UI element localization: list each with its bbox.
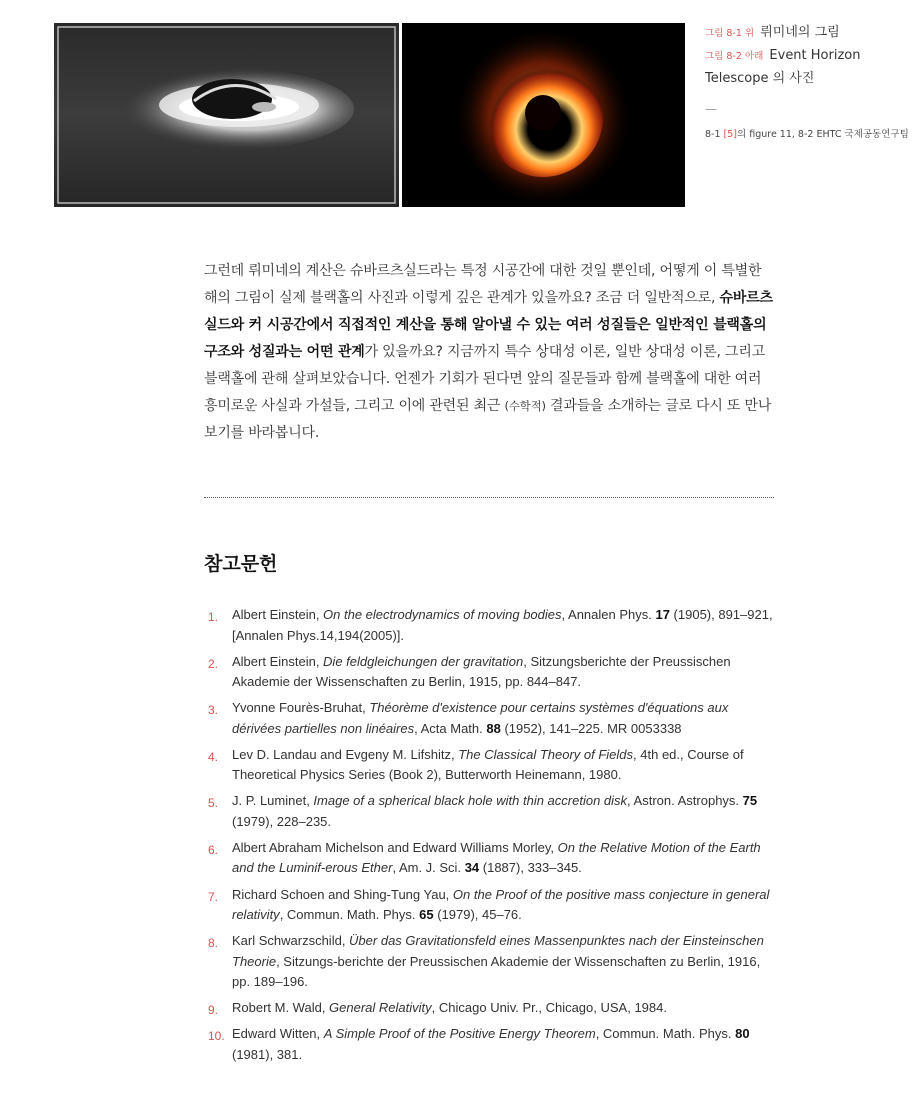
reference-number: 7. bbox=[208, 889, 219, 904]
reference-authors: Albert Abraham Michelson and Edward Williams Morley, bbox=[232, 839, 558, 855]
reference-authors: Richard Schoen and Shing-Tung Yau, bbox=[232, 886, 453, 902]
reference-item bbox=[204, 698, 776, 739]
reference-volume: 65 bbox=[419, 907, 434, 923]
reference-title: Die feldgleichungen der gravitation bbox=[323, 653, 524, 669]
reference-title: Théorème d'existence pour certains systèmes d'équations aux dérivées partielles non linéaires bbox=[232, 700, 729, 736]
reference-volume: 34 bbox=[464, 860, 480, 876]
reference-title: A Simple Proof of the Positive Energy Theorem bbox=[323, 1026, 596, 1042]
reference-volume: 17 bbox=[655, 607, 670, 622]
reference-source: , Commun. Math. Phys. bbox=[595, 1026, 736, 1042]
paragraph-small: (수학적) bbox=[504, 399, 546, 413]
reference-source: , Acta Math. bbox=[414, 720, 487, 736]
caption-tag-2: 그림 8-2 아래 bbox=[705, 51, 764, 62]
figure-caption bbox=[705, 22, 920, 144]
reference-title: The Classical Theory of Fields bbox=[458, 746, 634, 762]
reference-item bbox=[204, 838, 776, 879]
reference-details: (1887), 333–345. bbox=[479, 860, 582, 876]
reference-number: 1. bbox=[208, 610, 219, 624]
reference-authors: Yvonne Fourès-Bruhat, bbox=[232, 700, 370, 716]
reference-details: (1981), 381. bbox=[232, 1046, 303, 1062]
reference-number: 10. bbox=[208, 1029, 225, 1044]
paragraph-part-1: 그런데 뤼미네의 계산은 슈바르츠실드라는 특정 시공간에 대한 것일 뿐인데, 어떻게 이 특별한 해의 그림이 실제 블랙홀의 사진과 이렇게 깊은 관계가 있을까요? 조금 더 일반적으로, bbox=[204, 263, 762, 306]
reference-item bbox=[204, 998, 776, 1019]
reference-details: (1979), 228–235. bbox=[232, 813, 332, 829]
reference-item bbox=[204, 791, 776, 832]
reference-source: , Sitzungsberichte der Preussischen Akademie der Wissenschaften zu Berlin, 1915, pp. 844–847. bbox=[232, 653, 731, 690]
reference-item bbox=[204, 1024, 776, 1065]
caption-text-1: 뤼미네의 그림 bbox=[760, 25, 840, 40]
eht-black-hole-photo bbox=[402, 23, 685, 207]
caption-text-2: Event Horizon Telescope 의 사진 bbox=[705, 48, 861, 86]
reference-item bbox=[204, 652, 776, 693]
reference-authors: Albert Einstein, bbox=[232, 653, 324, 669]
reference-source: , Am. J. Sci. bbox=[392, 860, 465, 876]
reference-number: 8. bbox=[208, 936, 219, 951]
caption-credit bbox=[705, 126, 920, 144]
reference-authors: Lev D. Landau and Evgeny M. Lifshitz, bbox=[232, 746, 459, 762]
reference-volume: 75 bbox=[742, 793, 758, 809]
reference-details: (1952), 141–225. MR 0053338 bbox=[500, 720, 682, 736]
paragraph-bold: 슈바르츠실드와 커 시공간에서 직접적인 계산을 통해 알아낼 수 있는 여러 성질들은 일반적인 블랙홀의 구조와 성질과는 어떤 관계 bbox=[204, 290, 773, 360]
reference-title: On the Proof of the positive mass conjecture in general relativity bbox=[232, 886, 770, 923]
reference-details: (1905), 891–921, [Annalen Phys.14,194(2005)]. bbox=[232, 607, 773, 643]
reference-title: On the electrodynamics of moving bodies bbox=[323, 607, 562, 622]
reference-title: Image of a spherical black hole with thin accretion disk bbox=[313, 793, 628, 809]
reference-source: , Sitzungs-berichte der Preussischen Akademie der Wissenschaften zu Berlin, 1916, pp. 189–196. bbox=[232, 953, 761, 990]
caption-dash: — bbox=[705, 102, 717, 116]
paragraph-part-3: 결과들을 소개하는 글로 다시 또 만나보기를 바라봅니다. bbox=[204, 398, 772, 441]
reference-number: 4. bbox=[208, 749, 219, 764]
luminet-black-hole-image bbox=[54, 23, 399, 207]
reference-item bbox=[204, 885, 776, 926]
reference-number: 9. bbox=[208, 1003, 219, 1018]
reference-details: (1979), 45–76. bbox=[433, 907, 522, 923]
section-divider bbox=[204, 497, 774, 498]
reference-volume: 88 bbox=[486, 720, 501, 736]
reference-authors: Robert M. Wald, bbox=[232, 1000, 330, 1016]
credit-suffix: 의 figure 11, 8-2 EHTC 국제공동연구팀 bbox=[737, 129, 909, 140]
reference-authors: Edward Witten, bbox=[232, 1026, 324, 1042]
reference-number: 2. bbox=[208, 656, 219, 671]
credit-ref-link[interactable]: [5] bbox=[723, 129, 738, 140]
credit-prefix: 8-1 bbox=[705, 129, 724, 140]
caption-line-2 bbox=[705, 45, 920, 90]
reference-title: Über das Gravitationsfeld eines Massenpunktes nach der Einsteinschen Theorie bbox=[232, 933, 764, 969]
caption-tag-1: 그림 8-1 위 bbox=[705, 28, 755, 39]
reference-authors: Karl Schwarzschild, bbox=[232, 933, 350, 949]
reference-source: , 4th ed., Course of Theoretical Physics Series (Book 2), Butterworth Heinemann, 1980. bbox=[232, 746, 744, 783]
reference-title: General Relativity bbox=[329, 1000, 432, 1016]
reference-number: 6. bbox=[208, 842, 219, 857]
reference-source: , Chicago Univ. Pr., Chicago, USA, 1984. bbox=[431, 1000, 667, 1016]
reference-item bbox=[204, 931, 776, 993]
reference-authors: J. P. Luminet, bbox=[232, 793, 314, 809]
reference-number: 3. bbox=[208, 703, 219, 718]
references-list bbox=[204, 605, 776, 1071]
reference-source: , Astron. Astrophys. bbox=[627, 793, 743, 809]
reference-authors: Albert Einstein, bbox=[232, 607, 324, 622]
reference-source: , Annalen Phys. bbox=[561, 607, 656, 622]
reference-source: , Commun. Math. Phys. bbox=[279, 907, 420, 923]
caption-line-1 bbox=[705, 22, 920, 45]
references-heading: 참고문헌 bbox=[204, 553, 278, 575]
reference-volume: 80 bbox=[735, 1026, 750, 1042]
reference-item bbox=[204, 605, 776, 646]
reference-item bbox=[204, 745, 776, 786]
reference-title: On the Relative Motion of the Earth and the Luminif-erous Ether bbox=[232, 839, 761, 876]
article-paragraph bbox=[204, 258, 776, 447]
reference-number: 5. bbox=[208, 796, 219, 811]
paragraph-part-2: 가 있을까요? 지금까지 특수 상대성 이론, 일반 상대성 이론, 그리고 블랙홀에 관해 살펴보았습니다. 언젠가 기회가 된다면 앞의 질문들과 함께 블랙홀에 대한 여러 흥미로운 사실과 가설들, 그리고 이에 관련된 최근 bbox=[204, 344, 765, 414]
